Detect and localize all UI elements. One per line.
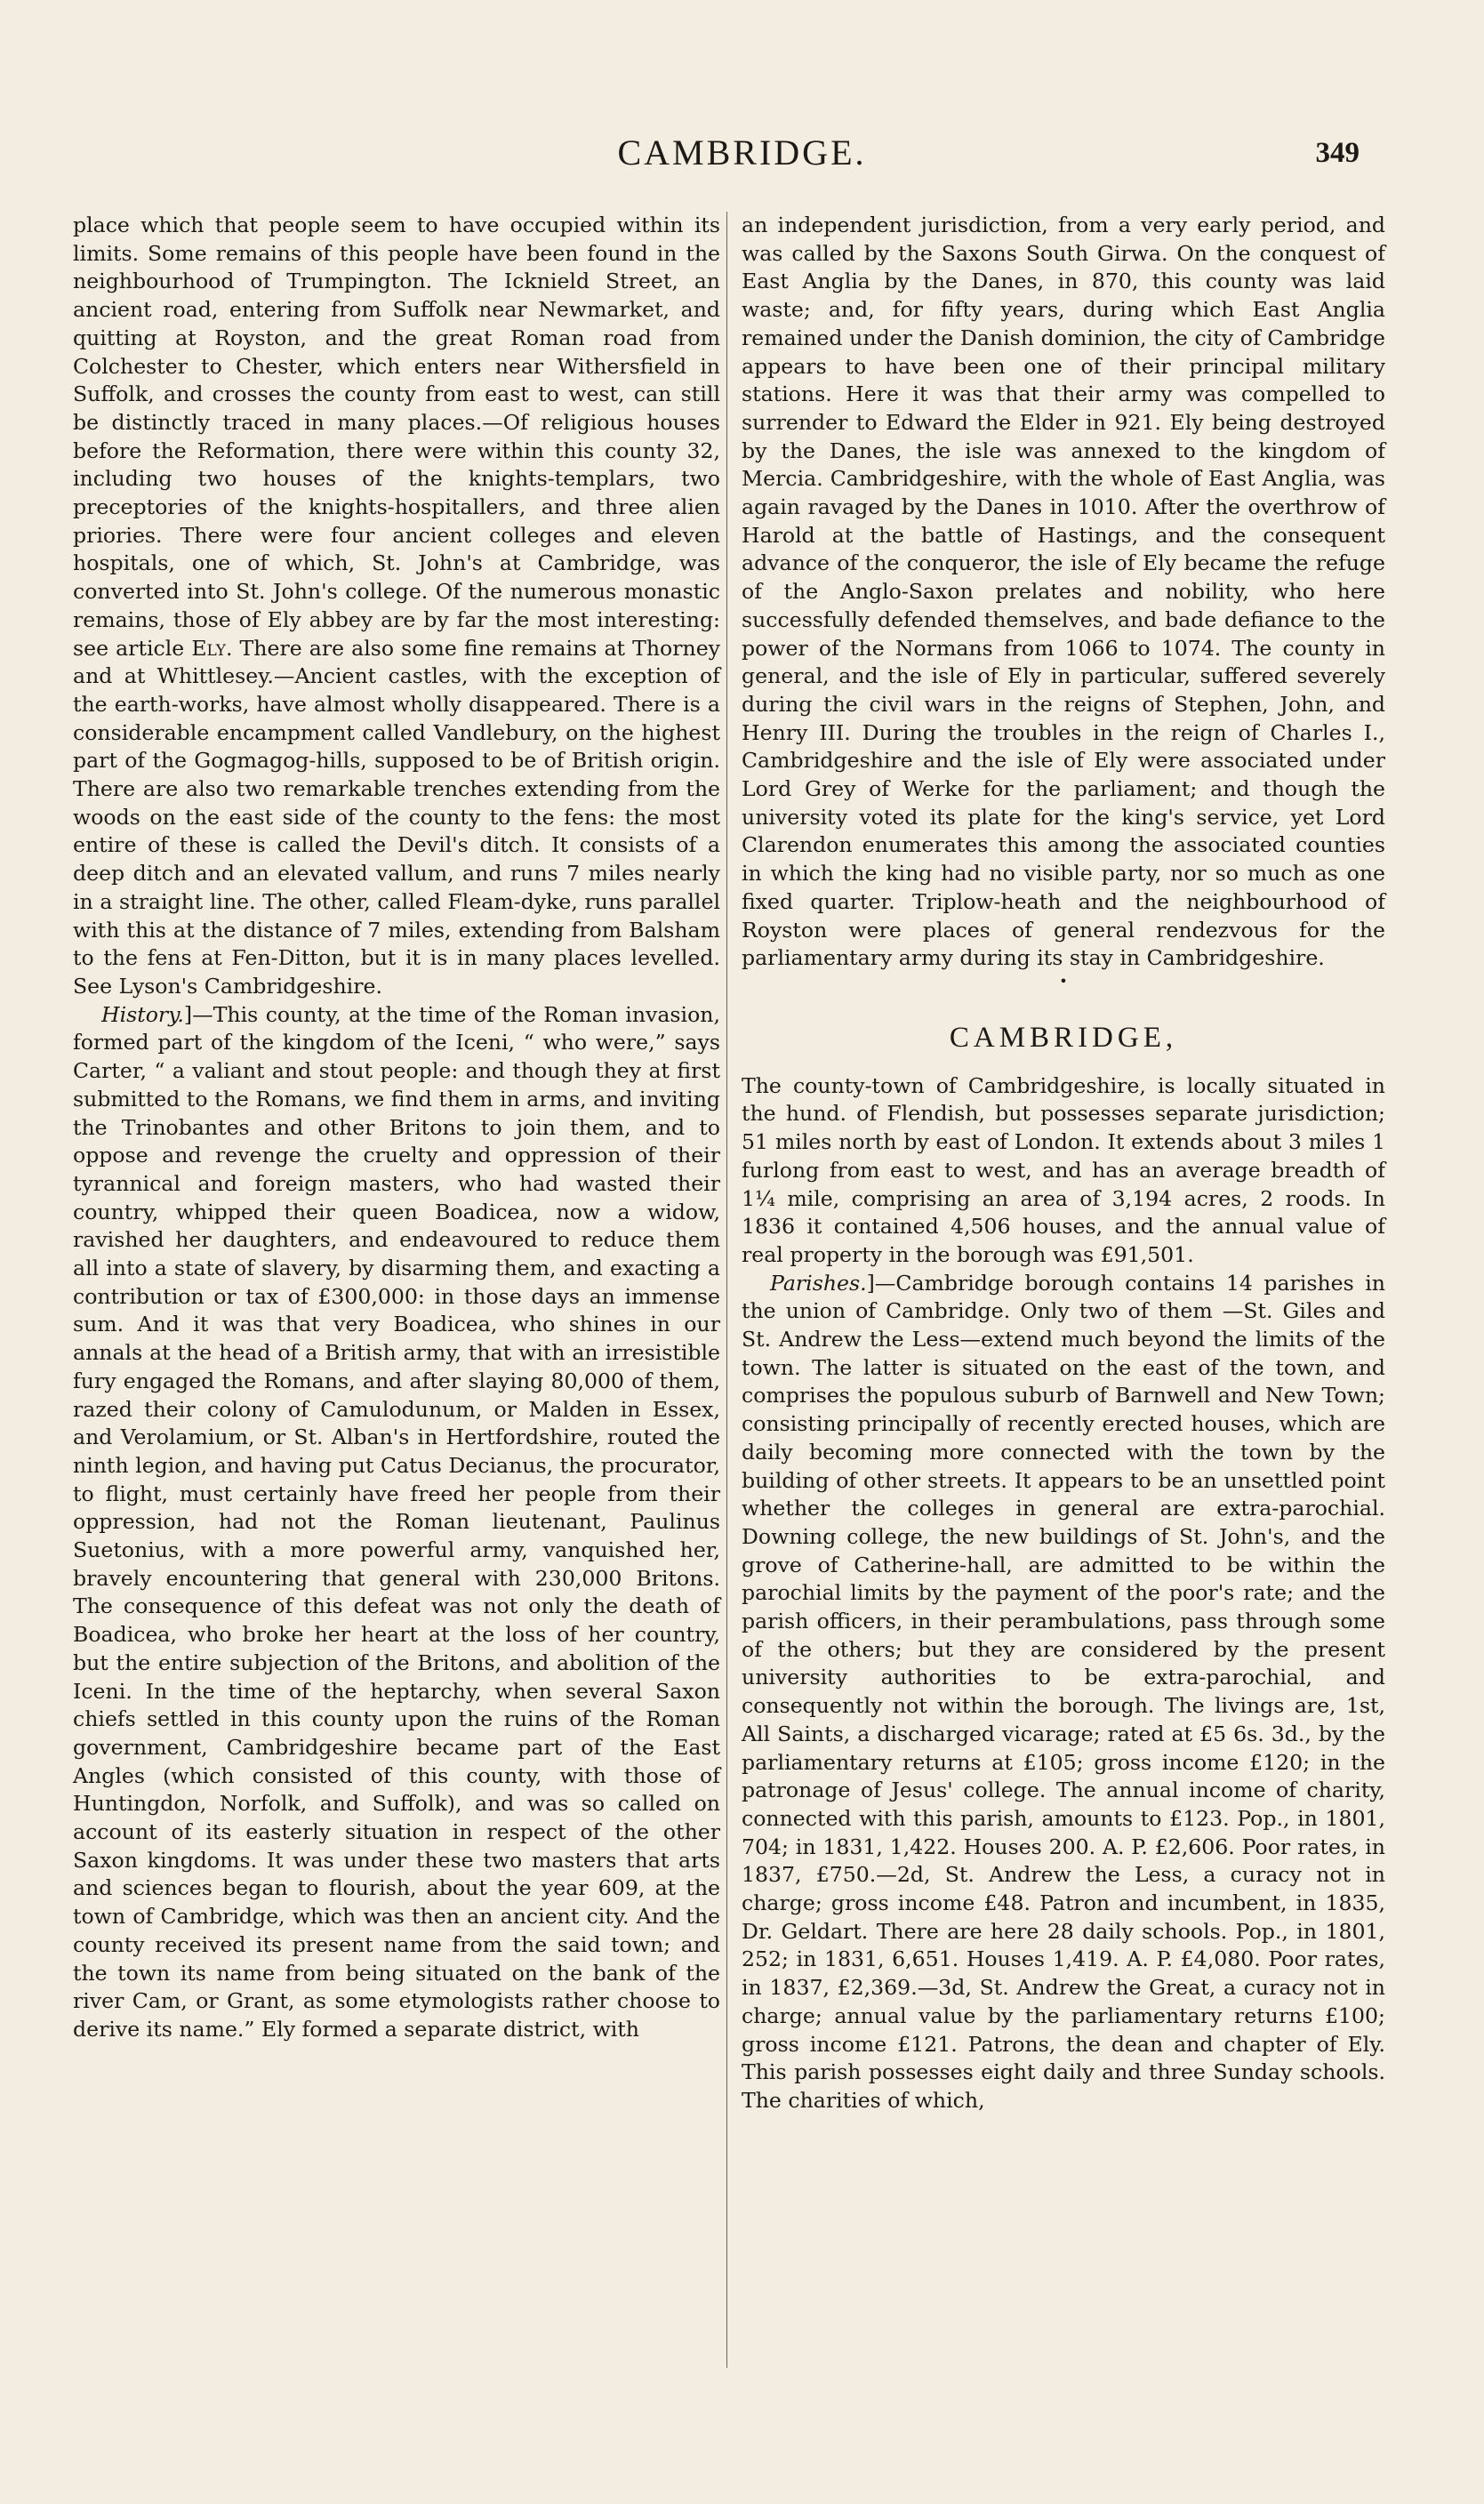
right-column <box>742 212 1385 2115</box>
section-heading: CAMBRIDGE, <box>949 1021 1178 1054</box>
page-title: CAMBRIDGE. <box>617 132 867 173</box>
ornament-dot: • <box>1059 972 1068 990</box>
paragraph-text: The county-town of Cambridgeshire, is locally situated in the hund. of Flendish, but possesses separate jurisdiction; 51 miles north by east of London. It extends about 3 miles 1 furlong from east to west, and has an average breadth of 1¼ mile, comprising an area of 3,194 acres, 2 roods. In 1836 it contained 4,506 houses, and the annual value of real property in the borough was £91,501. <box>742 1072 1385 1267</box>
paragraph-text: an independent jurisdiction, from a very early period, and was called by the Saxons South Girwa. On the conquest of East Anglia by the Danes, in 870, this county was laid waste; and, for fifty years, during which East Anglia remained under the Danish dominion, the city of Cambridge appears to have been one of their principal military stations. Here it was that their army was compelled to surrender to Edward the Elder in 921. Ely being destroyed by the Danes, the isle was annexed to the kingdom of Mercia. Cambridgeshire, with the whole of East Anglia, was again ravaged by the Danes in 1010. After the overthrow of Harold at the battle of Hastings, and the consequent advance of the conqueror, the isle of Ely became the refuge of the Anglo-Saxon prelates and nobility, who here successfully defended themselves, and bade defiance to the power of the Normans from 1066 to 1074. The county in general, and the isle of Ely in particular, suffered severely during the civil wars in the reigns of Stephen, John, and Henry III. During the troubles in the reign of Charles I., Cambridgeshire and the isle of Ely were associated under Lord Grey of Werke for the parliament; and though the university voted its plate for the king's service, yet Lord Clarendon enumerates this among the associated counties in which the king had no visible party, nor so much as one fixed quarter. Triplow-heath and the neighbourhood of Royston were places of general rendezvous for the parliamentary army during its stay in Cambridgeshire. <box>742 213 1385 971</box>
paragraph-antiquities <box>73 212 720 1001</box>
paragraph-history <box>73 1001 720 2044</box>
paragraph-town <box>742 1072 1385 1270</box>
paragraph-parishes <box>742 1270 1385 2115</box>
paragraph-text: ]—Cambridge borough contains 14 parishes in the union of Cambridge. Only two of them —St. Giles and St. Andrew the Less—extend much beyond the limits of the town. The latter is situated on the east of the town, and comprises the populous suburb of Barnwell and New Town; consisting principally of recently erected houses, which are daily becoming more connected with the town by the building of other streets. It appears to be an unsettled point whether the colleges in general are extra-parochial. Downing college, the new buildings of St. John's, and the grove of Catherine-hall, are admitted to be within the parochial limits by the payment of the poor's rate; and the parish officers, in their perambulations, pass through some of the others; but they are considered by the present university authorities to be extra-parochial, and consequently not within the borough. The livings are, 1st, All Saints, a discharged vicarage; rated at £5 6s. 3d., by the parliamentary returns at £105; gross income £120; in the patronage of Jesus' college. The annual income of charity, connected with this parish, amounts to £123. Pop., in 1801, 704; in 1831, 1,422. Houses 200. A. P. £2,606. Poor rates, in 1837, £750.—2d, St. Andrew the Less, a curacy not in charge; gross income £48. Patron and incumbent, in 1835, Dr. Geldart. There are here 28 daily schools. Pop., in 1801, 252; in 1831, 6,651. Houses 1,419. A. P. £4,080. Poor rates, in 1837, £2,369.—3d, St. Andrew the Great, a curacy not in charge; annual value by the parliamentary returns £100; gross income £121. Patrons, the dean and chapter of Ely. This parish possesses eight daily and three Sunday schools. The charities of which, <box>742 1270 1385 2113</box>
cross-reference: Ely <box>191 635 226 661</box>
paragraph-text: . There are also some fine remains at Thorney and at Whittlesey.—Ancient castles, with the exception of the earth-works, have almost wholly disappeared. There is a considerable encampment called Vandlebury, on the highest part of the Gogmagog-hills, supposed to be of British origin. There are also two remarkable trenches extending from the woods on the east side of the county to the fens: the most entire of these is called the Devil's ditch. It consists of a deep ditch and an elevated vallum, and runs 7 miles nearly in a straight line. The other, called Fleam-dyke, runs parallel with this at the distance of 7 miles, extending from Balsham to the fens at Fen-Ditton, but it is in many places levelled. See Lyson's Cambridgeshire. <box>73 635 721 999</box>
page-number: 349 <box>1315 137 1360 169</box>
paragraph-text: ]—This county, at the time of the Roman invasion, formed part of the kingdom of the Iceni, “ who were,” says Carter, “ a valiant and stout people: and though they at first submitted to the Romans, we find them in arms, and inviting the Trinobantes and other Britons to join them, and to oppose and revenge the cruelty and oppression of their tyrannical and foreign masters, who had wasted their country, whipped their queen Boadicea, now a widow, ravished her daughters, and endeavoured to reduce them all into a state of slavery, by disarming them, and exacting a contribution or tax of £300,000: in those days an immense sum. And it was that very Boadicea, who shines in our annals at the head of a British army, that with an irresistible fury engaged the Romans, and after slaying 80,000 of them, razed their colony of Camulodunum, or Malden in Essex, and Verolamium, or St. Alban's in Hertfordshire, routed the ninth legion, and having put Catus Decianus, the procurator, to flight, must certainly have freed her people from their oppression, had not the Roman lieutenant, Paulinus Suetonius, with a more powerful army, vanquished her, bravely encountering that general with 230,000 Britons. The consequence of this defeat was not only the death of Boadicea, who broke her heart at the loss of her country, but the entire subjection of the Britons, and abolition of the Iceni. In the time of the heptarchy, when several Saxon chiefs settled in this county upon the ruins of the Roman government, Cambridgeshire became part of the East Angles (which consisted of this county, with those of Huntingdon, Norfolk, and Suffolk), and was so called on account of its easterly situation in respect of the other Saxon kingdoms. It was under these two masters that arts and sciences began to flourish, about the year 609, at the town of Cambridge, which was then an ancient city. And the county received its present name from the said town; and the town its name from being situated on the bank of the river Cam, or Grant, as some etymologists rather choose to derive its name.” Ely formed a separate district, with <box>73 1001 720 2042</box>
paragraph-history-continued <box>742 212 1385 973</box>
section-label: Parishes. <box>770 1270 867 1296</box>
column-divider <box>726 212 727 2368</box>
left-column <box>73 212 720 2044</box>
section-label: History. <box>101 1001 184 1027</box>
paragraph-text: place which that people seem to have occupied within its limits. Some remains of this people have been found in the neighbourhood of Trumpington. The Icknield Street, an ancient road, entering from Suffolk near Newmarket, and quitting at Royston, and the great Roman road from Colchester to Chester, which enters near Withersfield in Suffolk, and crosses the county from east to west, can still be distinctly traced in many places.—Of religious houses before the Reformation, there were within this county 32, including two houses of the knights-templars, two preceptories of the knights-hospitallers, and three alien priories. There were four ancient colleges and eleven hospitals, one of which, St. John's at Cambridge, was converted into St. John's college. Of the numerous monastic remains, those of Ely abbey are by far the most interesting: see article <box>73 213 720 661</box>
running-head <box>0 132 1484 176</box>
